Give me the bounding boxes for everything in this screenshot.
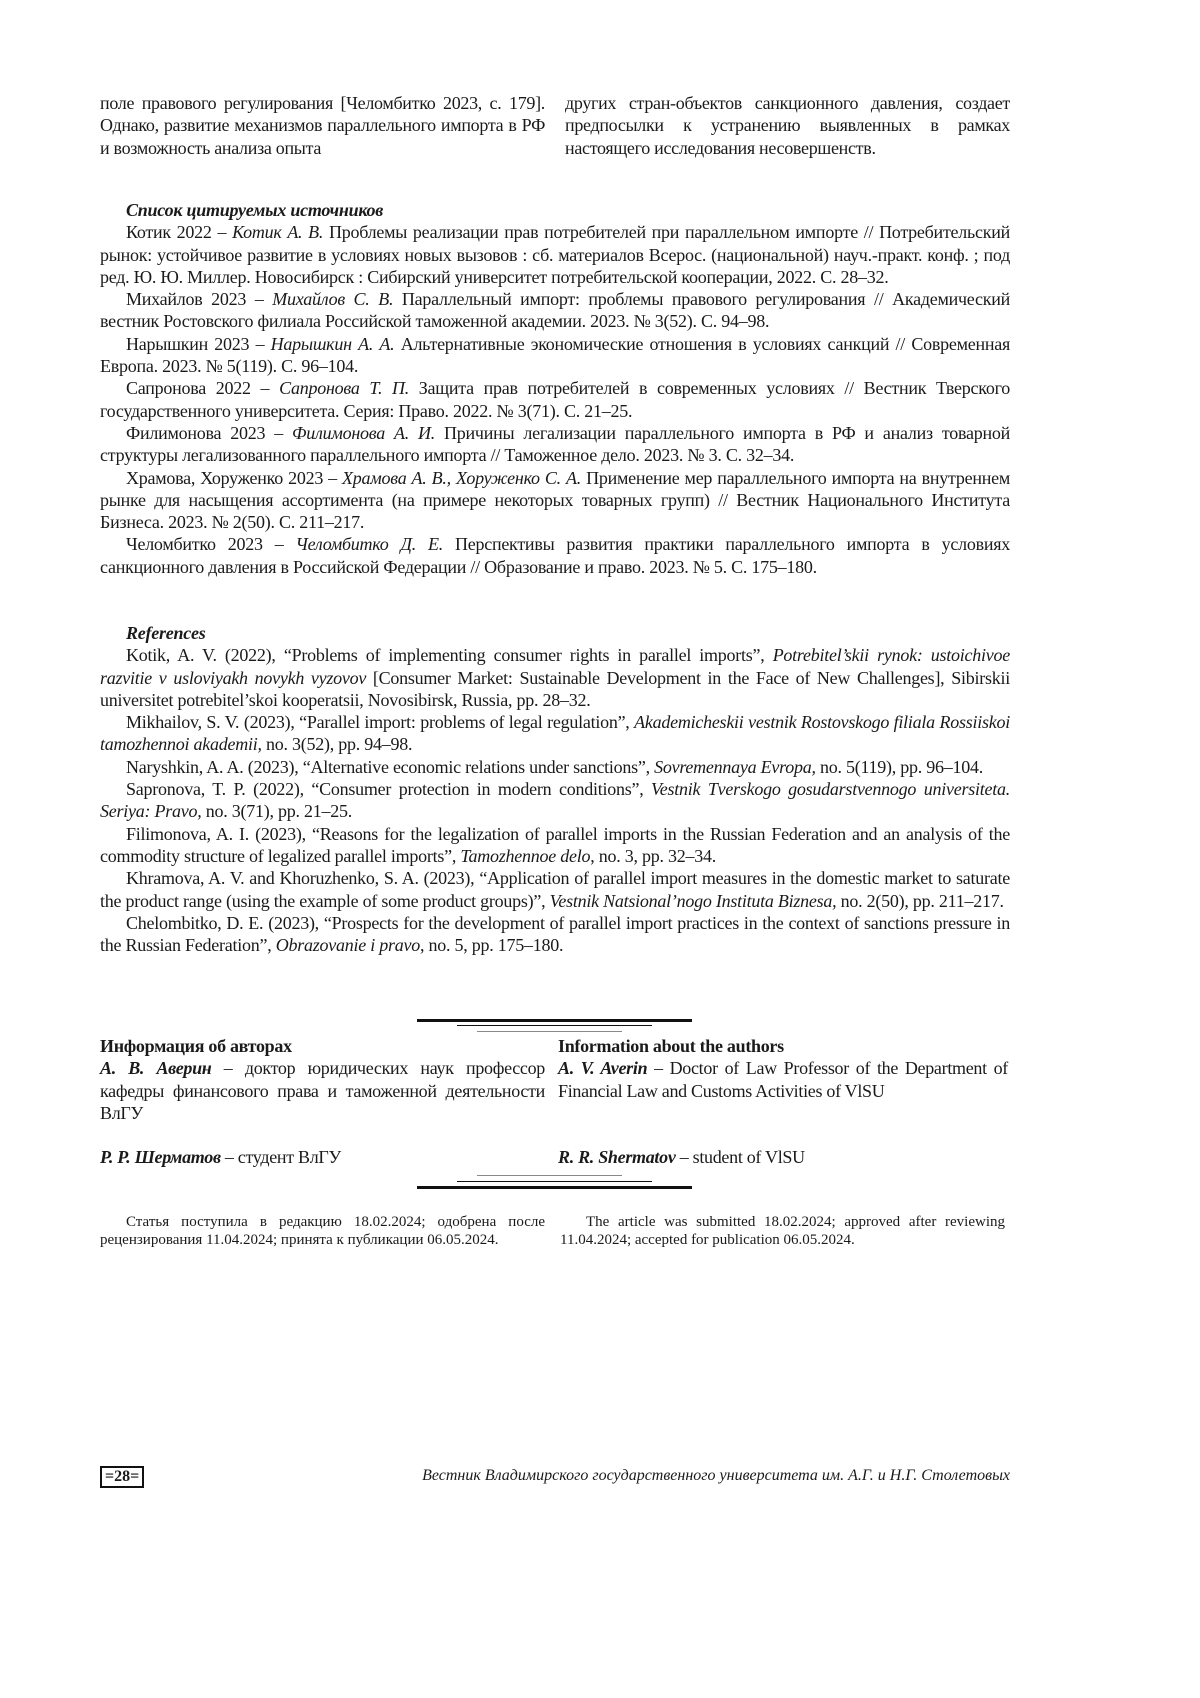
author-averin-en [558, 1057, 1008, 1102]
article-dates-ru: Статья поступила в редакцию 18.02.2024; одобрена после рецензирования 11.04.2024; принята к публикации 06.05.2024. [100, 1213, 545, 1249]
dates-en [560, 1213, 1005, 1249]
reference-italic-segment: Нарышкин А. А. [271, 334, 395, 354]
author-name: Р. Р. Шерматов [100, 1147, 221, 1167]
divider-bottom-thick [417, 1186, 692, 1189]
reference-segment: Применение мер параллельного импорта на внутреннем рынке для насыщения ассортимента (на примере некоторых товарных групп) // Вестник Национального Института Бизнеса. 2023. № 2(50). С. 211–217. [100, 468, 1010, 533]
reference-segment: , no. 3, pp. 32–34. [590, 846, 716, 866]
reference-italic-segment: Филимонова А. И. [292, 423, 435, 443]
reference-italic-segment: Potrebitel’skii rynok: ustoichivoe razvitie v usloviyakh novykh vyzovov [100, 645, 1010, 687]
english-reference-list [100, 644, 1010, 956]
russian-references-heading: Список цитируемых источников [100, 199, 1010, 221]
reference-segment: Параллельный импорт: проблемы правового регулирования // Академический вестник Ростовского филиала Российской таможенной академии. 2023. № 3(52). С. 94–98. [100, 289, 1010, 331]
dates-ru [100, 1213, 545, 1249]
reference-item [100, 711, 1010, 756]
reference-segment: Филимонова 2023 – [126, 423, 292, 443]
reference-segment: Причины легализации параллельного импорта в РФ и анализ товарной структуры легализованного параллельного импорта // Таможенное дело. 2023. № 3. С. 32–34. [100, 423, 1010, 465]
reference-segment: Khramova, A. V. and Khoruzhenko, S. A. (2023), “Application of parallel import measures in the domestic market to saturate the product range (using the example of some product groups)”, [100, 868, 1010, 910]
author-shermatov-ru [100, 1146, 545, 1168]
reference-segment: Naryshkin, A. A. (2023), “Alternative economic relations under sanctions”, [126, 757, 654, 777]
author-name: R. R. Shermatov [558, 1147, 676, 1167]
authors-heading-en: Information about the authors [558, 1035, 1008, 1057]
reference-item [100, 867, 1010, 912]
reference-italic-segment: Челомбитко Д. Е. [295, 534, 443, 554]
reference-segment: [Consumer Market: Sustainable Development in the Face of New Challenges], Sibirskii universitet potrebitel’skoi kooperatsii, Novosibirsk, Russia, pp. 28–32. [100, 668, 1010, 710]
reference-item [100, 467, 1010, 534]
divider-top-thin [457, 1025, 652, 1026]
author-description: – student of VlSU [676, 1147, 805, 1167]
author-averin-ru [100, 1057, 545, 1124]
reference-segment: Защита прав потребителей в современных условиях // Вестник Тверского государственного университета. Серия: Право. 2022. № 3(71). С. 21–25. [100, 378, 1010, 420]
reference-item [100, 422, 1010, 467]
reference-italic-segment: Сапронова Т. П. [279, 378, 409, 398]
reference-italic-segment: Tamozhennoe delo [460, 846, 590, 866]
reference-item [100, 644, 1010, 711]
authors-info-ru [100, 1035, 545, 1168]
divider-bottom-gray [477, 1175, 622, 1176]
reference-segment: Sapronova, T. P. (2022), “Consumer protection in modern conditions”, [126, 779, 651, 799]
reference-italic-segment: Obrazovanie i pravo [276, 935, 420, 955]
english-references-heading: References [100, 622, 1010, 644]
reference-italic-segment: Михайлов С. В. [272, 289, 393, 309]
intro-right-column: других стран-объектов санкционного давления, создает предпосылки к устранению выявленных в рамках настоящего исследования несовершенств. [565, 92, 1010, 159]
reference-italic-segment: Vestnik Tverskogo gosudarstvennogo universiteta. Seriya: Pravo, [100, 779, 1010, 821]
divider-top-gray [477, 1031, 622, 1032]
reference-segment: Filimonova, A. I. (2023), “Reasons for the legalization of parallel imports in the Russian Federation and an analysis of the commodity structure of legalized parallel imports”, [100, 824, 1010, 866]
russian-references [100, 199, 1010, 578]
reference-item [100, 823, 1010, 868]
authors-heading-ru: Информация об авторах [100, 1035, 545, 1057]
authors-info-en [558, 1035, 1008, 1169]
english-references [100, 622, 1010, 956]
reference-item [100, 333, 1010, 378]
reference-item [100, 377, 1010, 422]
reference-segment: , no. 5, pp. 175–180. [420, 935, 563, 955]
author-description: – студент ВлГУ [221, 1147, 341, 1167]
reference-italic-segment: Котик А. В. [232, 222, 323, 242]
reference-segment: Альтернативные экономические отношения в условиях санкций // Современная Европа. 2023. № 5(119). С. 96–104. [100, 334, 1010, 376]
reference-italic-segment: Sovremennaya Evropa, [654, 757, 816, 777]
author-description: – Doctor of Law Professor of the Department of Financial Law and Customs Activities of VlSU [558, 1058, 1008, 1100]
reference-segment: Проблемы реализации прав потребителей при параллельном импорте // Потребительский рынок: устойчивое развитие в условиях новых вызовов : сб. материалов Всерос. (национальной) науч.-практ. конф. ; под ред. Ю. Ю. Миллер. Новосибирск : Сибирский университет потребительской кооперации, 2022. С. 28–32. [100, 222, 1010, 287]
reference-segment: Сапронова 2022 – [126, 378, 279, 398]
russian-reference-list [100, 221, 1010, 578]
reference-item [100, 912, 1010, 957]
reference-segment: Челомбитко 2023 – [126, 534, 295, 554]
reference-italic-segment: Храмова А. В., Хоруженко С. А. [342, 468, 581, 488]
journal-title: Вестник Владимирского государственного университета им. А.Г. и Н.Г. Столетовых [422, 1467, 1010, 1485]
reference-segment: Chelombitko, D. E. (2023), “Prospects for the development of parallel import practices in the context of sanctions pressure in the Russian Federation”, [100, 913, 1010, 955]
page-number: =28= [100, 1466, 144, 1488]
author-name: A. V. Averin [558, 1058, 647, 1078]
reference-segment: Храмова, Хоруженко 2023 – [126, 468, 342, 488]
reference-item [100, 533, 1010, 578]
author-shermatov-en [558, 1146, 1008, 1168]
reference-item [100, 288, 1010, 333]
reference-segment: no. 3(71), pp. 21–25. [201, 801, 352, 821]
reference-segment: Перспективы развития практики параллельного импорта в условиях санкционного давления в Российской Федерации // Образование и право. 2023. № 5. С. 175–180. [100, 534, 1010, 576]
reference-item [100, 778, 1010, 823]
reference-segment: Котик 2022 – [126, 222, 232, 242]
reference-segment: Михайлов 2023 – [126, 289, 272, 309]
divider-bottom-thin [457, 1181, 652, 1182]
reference-segment: no. 5(119), pp. 96–104. [816, 757, 983, 777]
reference-segment: no. 3(52), pp. 94–98. [262, 734, 413, 754]
divider-top-thick [417, 1019, 692, 1022]
intro-left-column: поле правового регулирования [Челомбитко 2023, с. 179]. Однако, развитие механизмов параллельного импорта в РФ и возможность анализа опыта [100, 92, 545, 159]
reference-italic-segment: Akademicheskii vestnik Rostovskogo filiala Rossiiskoi tamozhennoi akademii, [100, 712, 1010, 754]
reference-segment: Нарышкин 2023 – [126, 334, 271, 354]
reference-segment: no. 2(50), pp. 211–217. [836, 891, 1003, 911]
article-dates-en: The article was submitted 18.02.2024; approved after reviewing 11.04.2024; accepted for publication 06.05.2024. [560, 1213, 1005, 1249]
author-name: А. В. Аверин [100, 1058, 211, 1078]
reference-italic-segment: Vestnik Natsional’nogo Instituta Biznesa, [550, 891, 837, 911]
reference-item [100, 221, 1010, 288]
reference-segment: Kotik, A. V. (2022), “Problems of implementing consumer rights in parallel imports”, [126, 645, 773, 665]
reference-segment: Mikhailov, S. V. (2023), “Parallel import: problems of legal regulation”, [126, 712, 634, 732]
reference-item [100, 756, 1010, 778]
author-description: – доктор юридических наук профессор кафедры финансового права и таможенной деятельности ВлГУ [100, 1058, 545, 1123]
